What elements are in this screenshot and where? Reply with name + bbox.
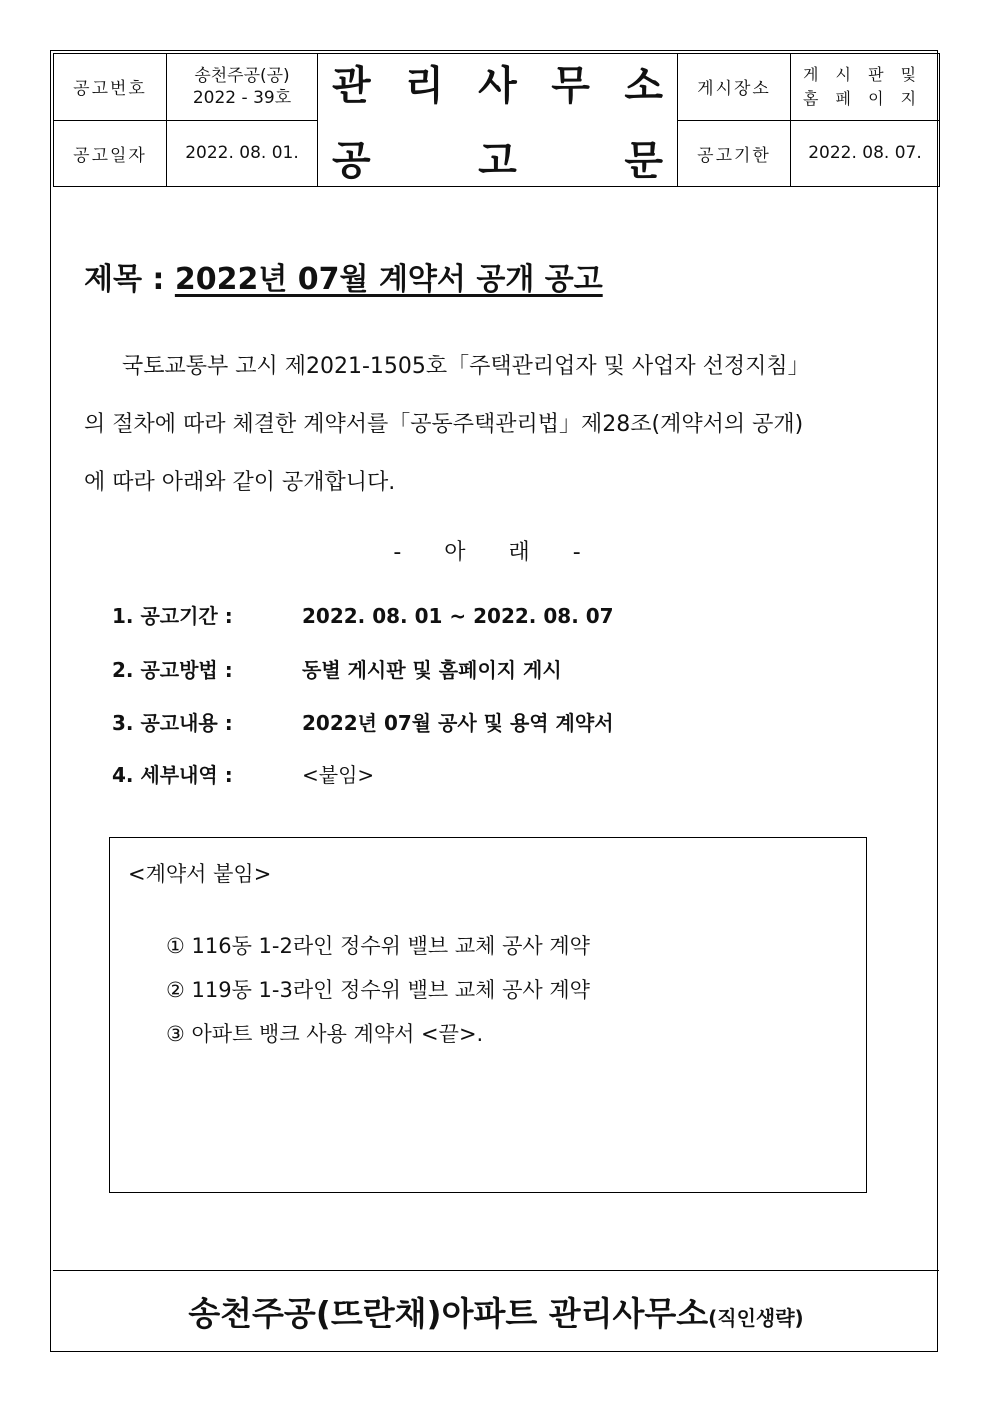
notice-number-value: 송천주공(공) 2022 - 39호 [167,54,318,121]
office-notice-title [318,54,678,187]
notice-date-value: 2022. 08. 01. [167,120,318,187]
attachment-entry: ② 119동 1-3라인 정수위 밸브 교체 공사 계약 [166,978,590,1002]
item-method: 2. 공고방법 : 동별 게시판 및 홈페이지 게시 [112,658,562,682]
subject-line [84,254,603,298]
notice-number-label: 공고번호 [54,54,167,121]
section-marker: - 아 래 - [393,540,599,565]
footer-divider [53,1270,939,1271]
title-line-notice: 공 고 문 [332,138,663,184]
issuer-footer [0,1288,992,1335]
item-period: 1. 공고기간 : 2022. 08. 01 ~ 2022. 08. 07 [112,604,614,628]
subject-title: 2022년 07월 계약서 공개 공고 [174,262,603,297]
notice-header-table [53,53,940,187]
attachment-entry: ① 116동 1-2라인 정수위 밸브 교체 공사 계약 [166,934,590,958]
item-details: 4. 세부내역 : <붙임> [112,763,375,787]
body-line-3: 에 따라 아래와 같이 공개합니다. [84,470,396,495]
item-content: 3. 공고내용 : 2022년 07월 공사 및 용역 계약서 [112,711,614,735]
attachment-title: <계약서 붙임> [128,862,272,886]
issuer-name: 송천주공(뜨란채)아파트 관리사무소 [188,1294,709,1333]
attachment-entry: ③ 아파트 뱅크 사용 계약서 <끝>. [166,1022,484,1046]
subject-prefix: 제목 : [84,262,175,297]
deadline-value: 2022. 08. 07. [791,120,940,187]
seal-omitted-note: (직인생략) [708,1306,804,1330]
post-place-value: 게 시 판 및 홈 페 이 지 [791,54,940,121]
notice-date-label: 공고일자 [54,120,167,187]
body-line-2: 의 절차에 따라 체결한 계약서를「공동주택관리법」제28조(계약서의 공개) [84,412,804,437]
attachment-box [109,837,867,1193]
body-line-1: 국토교통부 고시 제2021-1505호「주택관리업자 및 사업자 선정지침」 [122,354,810,379]
deadline-label: 공고기한 [678,120,791,187]
body-paragraph [84,338,914,512]
post-place-label: 게시장소 [678,54,791,121]
title-line-office: 관 리 사 무 소 [332,63,663,109]
